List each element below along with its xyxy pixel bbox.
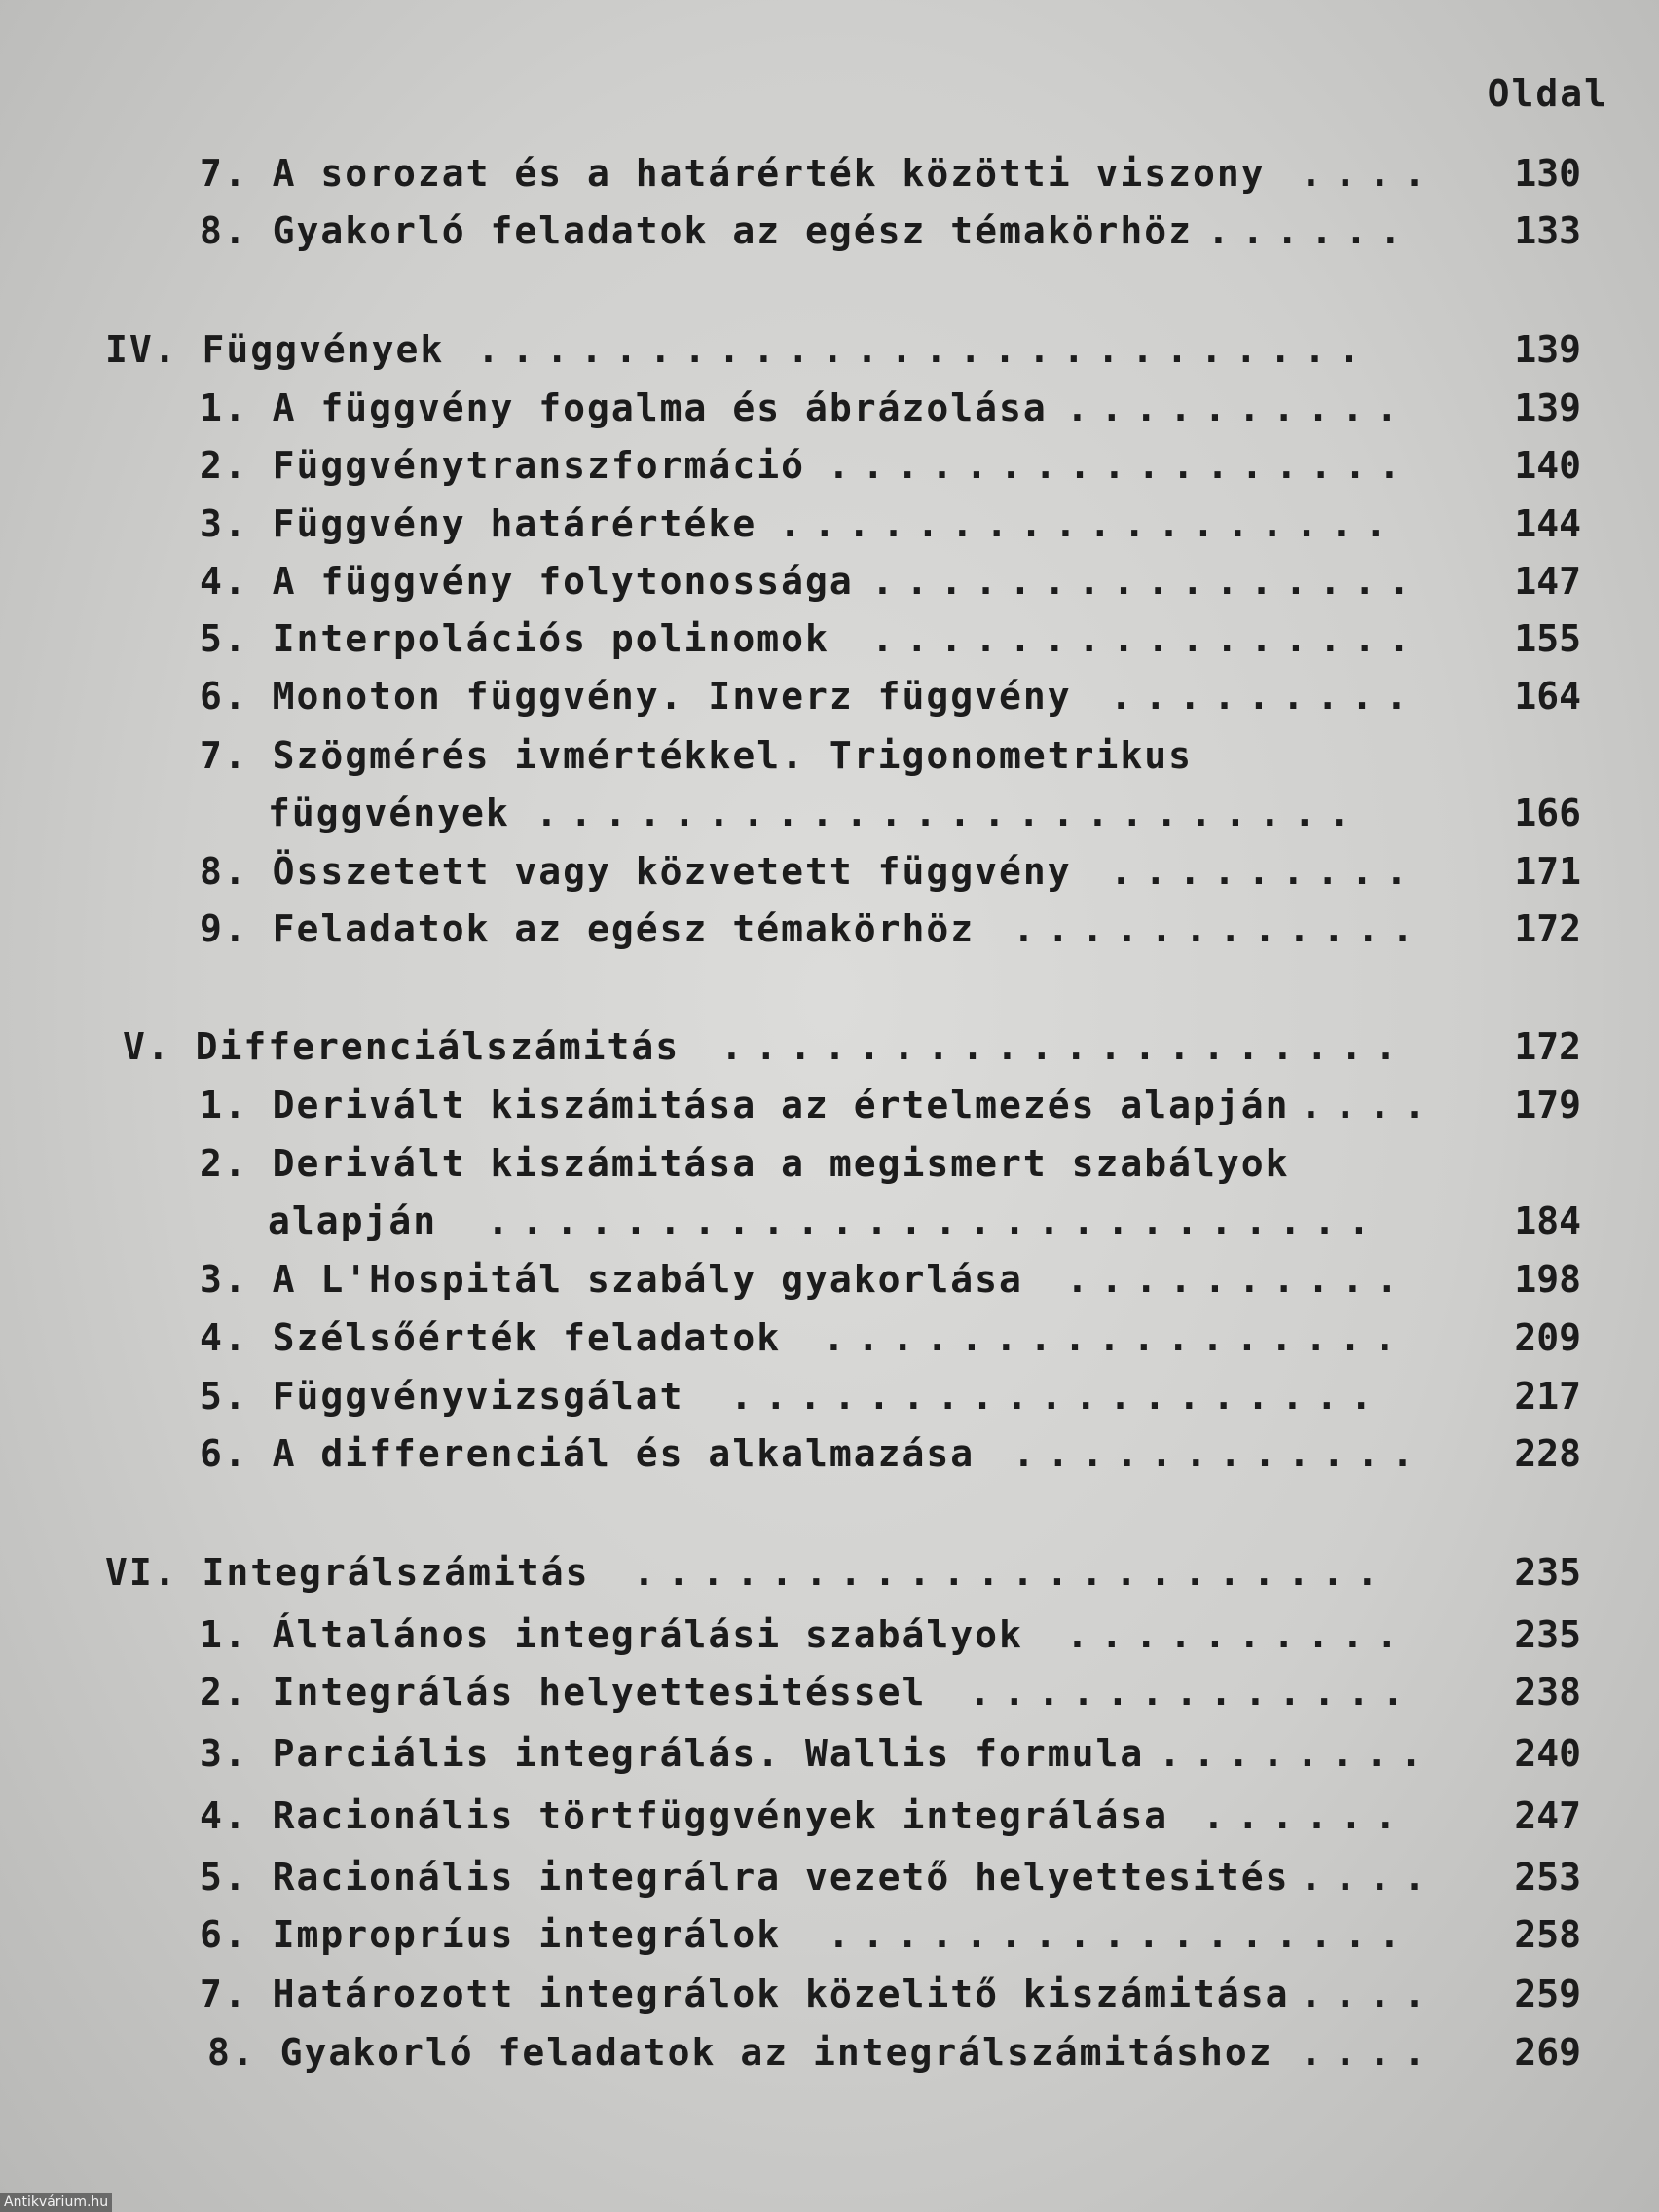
dot-leader: .................	[828, 1913, 1414, 1956]
dot-leader: ....	[1300, 1084, 1438, 1126]
toc-entry-title: 1. Általános integrálási szabályok	[200, 1613, 1023, 1656]
toc-entry-title: 7. A sorozat és a határérték közötti viszony	[200, 152, 1266, 195]
watermark: Antikvárium.hu	[0, 2193, 112, 2212]
toc-entry-page: 259	[1514, 1972, 1581, 2015]
toc-entry-title: 8. Gyakorló feladatok az egész témakörhöz	[200, 209, 1193, 252]
toc-entry-title: 1. A függvény fogalma és ábrázolása	[200, 387, 1048, 429]
toc-entry-title: 1. Derivált kiszámitása az értelmezés alapján	[200, 1084, 1290, 1126]
dot-leader: ..................	[779, 502, 1399, 545]
toc-entry-title: 6. A differenciál és alkalmazása	[200, 1432, 976, 1475]
dot-leader: ......................	[633, 1551, 1391, 1594]
toc-entry-title: 2. Derivált kiszámitása a megismert szabályok	[200, 1142, 1290, 1185]
dot-leader: ................	[871, 560, 1423, 603]
toc-chapter-title: V. Differenciálszámitás	[123, 1025, 681, 1068]
dot-leader: ..........	[1066, 1258, 1411, 1301]
toc-entry-page: 253	[1514, 1856, 1581, 1899]
toc-entry-title: 5. Racionális integrálra vezető helyettesités	[200, 1856, 1290, 1899]
toc-entry-title: 3. Függvény határértéke	[200, 502, 757, 545]
toc-entry-page: 209	[1514, 1316, 1581, 1359]
toc-entry-title: 3. A L'Hospitál szabály gyakorlása	[200, 1258, 1023, 1301]
toc-chapter-title: IV. Függvények	[105, 328, 445, 371]
toc-entry-title: 4. A függvény folytonossága	[200, 560, 854, 603]
toc-entry-page: 238	[1514, 1671, 1581, 1714]
toc-chapter-title: VI. Integrálszámitás	[105, 1551, 590, 1594]
toc-entry-page: 139	[1514, 387, 1581, 429]
toc-entry-page: 144	[1514, 502, 1581, 545]
toc-entry-page: 179	[1514, 1084, 1581, 1126]
dot-leader: ........	[1159, 1732, 1435, 1775]
toc-entry-title: 5. Interpolációs polinomok	[200, 617, 830, 660]
dot-leader: .................	[828, 444, 1414, 487]
toc-entry-page: 171	[1514, 850, 1581, 893]
toc-entry-page: 140	[1514, 444, 1581, 487]
dot-leader: ..........	[1066, 387, 1411, 429]
dot-leader: ................	[871, 617, 1423, 660]
toc-entry-title: 3. Parciális integrálás. Wallis formula	[200, 1732, 1145, 1775]
dot-leader: ....	[1300, 152, 1438, 195]
dot-leader: .........	[1110, 850, 1420, 893]
dot-leader: ..........	[1066, 1613, 1411, 1656]
toc-entry-title: 8. Összetett vagy közvetett függvény	[200, 850, 1072, 893]
toc-entry-title: 6. Monoton függvény. Inverz függvény	[200, 675, 1072, 718]
toc-entry-page: 166	[1514, 792, 1581, 834]
toc-chapter-page: 235	[1514, 1551, 1581, 1594]
toc-entry-page: 269	[1514, 2031, 1581, 2074]
toc-entry-title: függvények	[268, 792, 510, 834]
dot-leader: ....	[1300, 2031, 1438, 2074]
toc-entry-page: 164	[1514, 675, 1581, 718]
toc-entry-title: 2. Függvénytranszformáció	[200, 444, 805, 487]
dot-leader: ....................	[720, 1025, 1410, 1068]
toc-entry-page: 235	[1514, 1613, 1581, 1656]
dot-leader: ........................	[535, 792, 1363, 834]
toc-entry-title: 4. Szélsőérték feladatok	[200, 1316, 782, 1359]
toc-entry-title: 5. Függvényvizsgálat	[200, 1375, 684, 1418]
dot-leader: ............	[1013, 907, 1426, 950]
dot-leader: ..........................	[477, 328, 1373, 371]
dot-leader: ..........................	[487, 1199, 1382, 1242]
dot-leader: .........	[1110, 675, 1420, 718]
toc-entry-title: 7. Szögmérés ivmértékkel. Trigonometrikus	[200, 734, 1193, 777]
dot-leader: ......	[1202, 1794, 1410, 1837]
dot-leader: .............	[969, 1671, 1417, 1714]
toc-entry-page: 172	[1514, 907, 1581, 950]
dot-leader: .................	[823, 1316, 1409, 1359]
toc-entry-page: 240	[1514, 1732, 1581, 1775]
toc-entry-page: 217	[1514, 1375, 1581, 1418]
toc-entry-page: 228	[1514, 1432, 1581, 1475]
toc-entry-page: 198	[1514, 1258, 1581, 1301]
dot-leader: ...................	[730, 1375, 1385, 1418]
toc-entry-title: 7. Határozott integrálok közelitő kiszámitása	[200, 1972, 1290, 2015]
toc-entry-title: 9. Feladatok az egész témakörhöz	[200, 907, 976, 950]
dot-leader: ......	[1207, 209, 1415, 252]
toc-entry-title: 4. Racionális törtfüggvények integrálása	[200, 1794, 1169, 1837]
toc-entry-page: 133	[1514, 209, 1581, 252]
page-column-header: Oldal	[1487, 72, 1608, 115]
toc-entry-page: 147	[1514, 560, 1581, 603]
dot-leader: ....	[1300, 1972, 1438, 2015]
dot-leader: ............	[1013, 1432, 1426, 1475]
toc-entry-page: 258	[1514, 1913, 1581, 1956]
toc-entry-page: 184	[1514, 1199, 1581, 1242]
toc-chapter-page: 172	[1514, 1025, 1581, 1068]
toc-chapter-page: 139	[1514, 328, 1581, 371]
toc-entry-title: 6. Impropríus integrálok	[200, 1913, 782, 1956]
toc-entry-title: 2. Integrálás helyettesitéssel	[200, 1671, 927, 1714]
dot-leader: ....	[1300, 1856, 1438, 1899]
toc-entry-title: 8. Gyakorló feladatok az integrálszámitáshoz	[207, 2031, 1273, 2074]
toc-entry-page: 130	[1514, 152, 1581, 195]
toc-entry-page: 247	[1514, 1794, 1581, 1837]
toc-entry-page: 155	[1514, 617, 1581, 660]
toc-entry-title: alapján	[268, 1199, 438, 1242]
